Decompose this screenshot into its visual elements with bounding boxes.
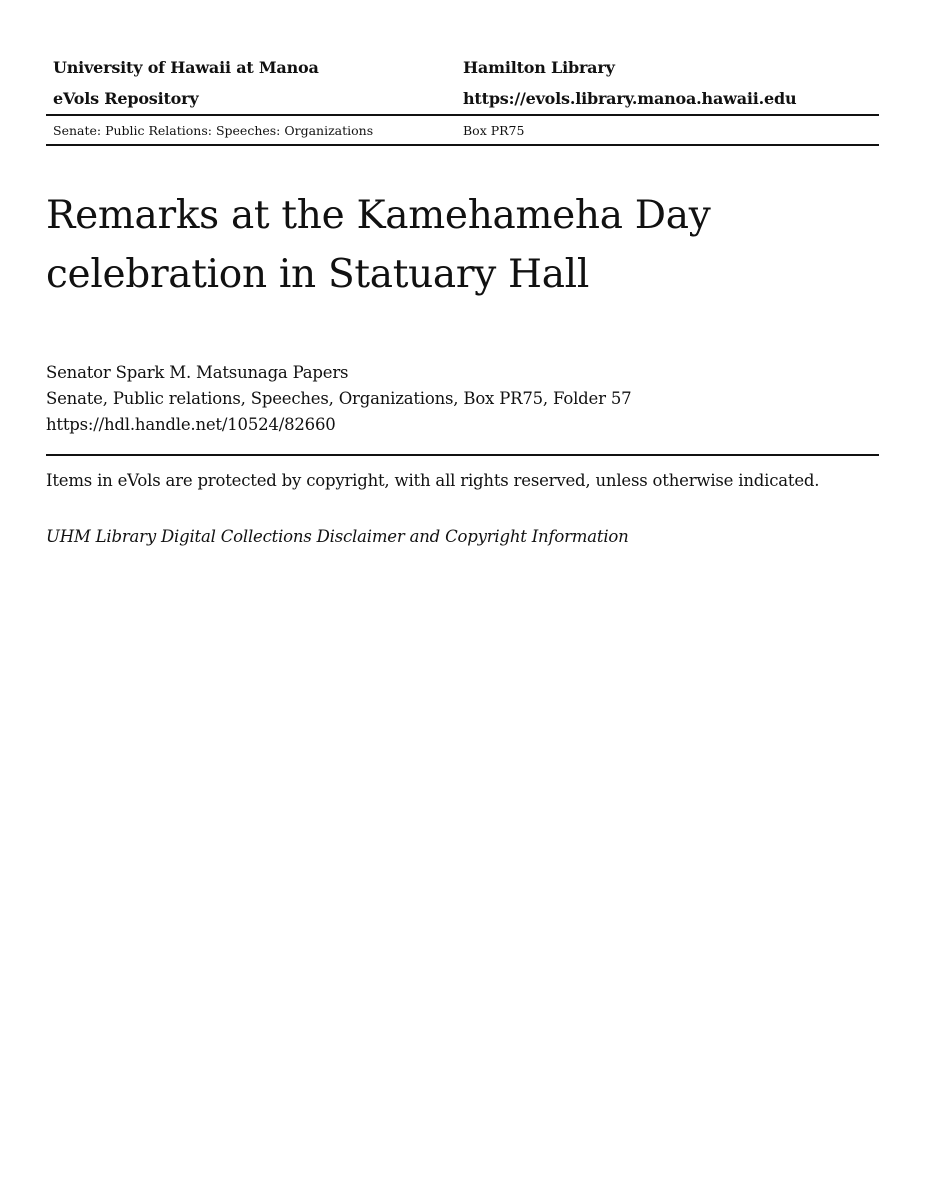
repository-url: https://evols.library.manoa.hawaii.edu — [463, 89, 797, 108]
document-header — [46, 52, 879, 146]
library-name: Hamilton Library — [463, 58, 615, 77]
series-path: Senate: Public Relations: Speeches: Organizations — [53, 122, 374, 138]
header-row-2 — [46, 83, 879, 114]
institution-name: University of Hawaii at Manoa — [53, 58, 319, 77]
folder-location: Senate, Public relations, Speeches, Organizations, Box PR75, Folder 57 — [46, 389, 632, 408]
header-row-1 — [46, 52, 879, 83]
copyright-notice: Items in eVols are protected by copyright, with all rights reserved, unless otherwise indicated. — [46, 471, 820, 490]
meta-row — [46, 116, 879, 144]
collection-name: Senator Spark M. Matsunaga Papers — [46, 363, 349, 382]
footer-divider — [46, 454, 879, 456]
handle-link[interactable]: https://hdl.handle.net/10524/82660 — [46, 415, 336, 434]
box-label: Box PR75 — [463, 122, 525, 138]
document-title: Remarks at the Kamehameha Day celebration in Statuary Hall — [46, 193, 711, 297]
document-info — [46, 360, 879, 438]
disclaimer-link[interactable]: UHM Library Digital Collections Disclaimer and Copyright Information — [46, 527, 629, 546]
repository-name: eVols Repository — [53, 89, 199, 108]
meta-divider — [46, 144, 879, 146]
